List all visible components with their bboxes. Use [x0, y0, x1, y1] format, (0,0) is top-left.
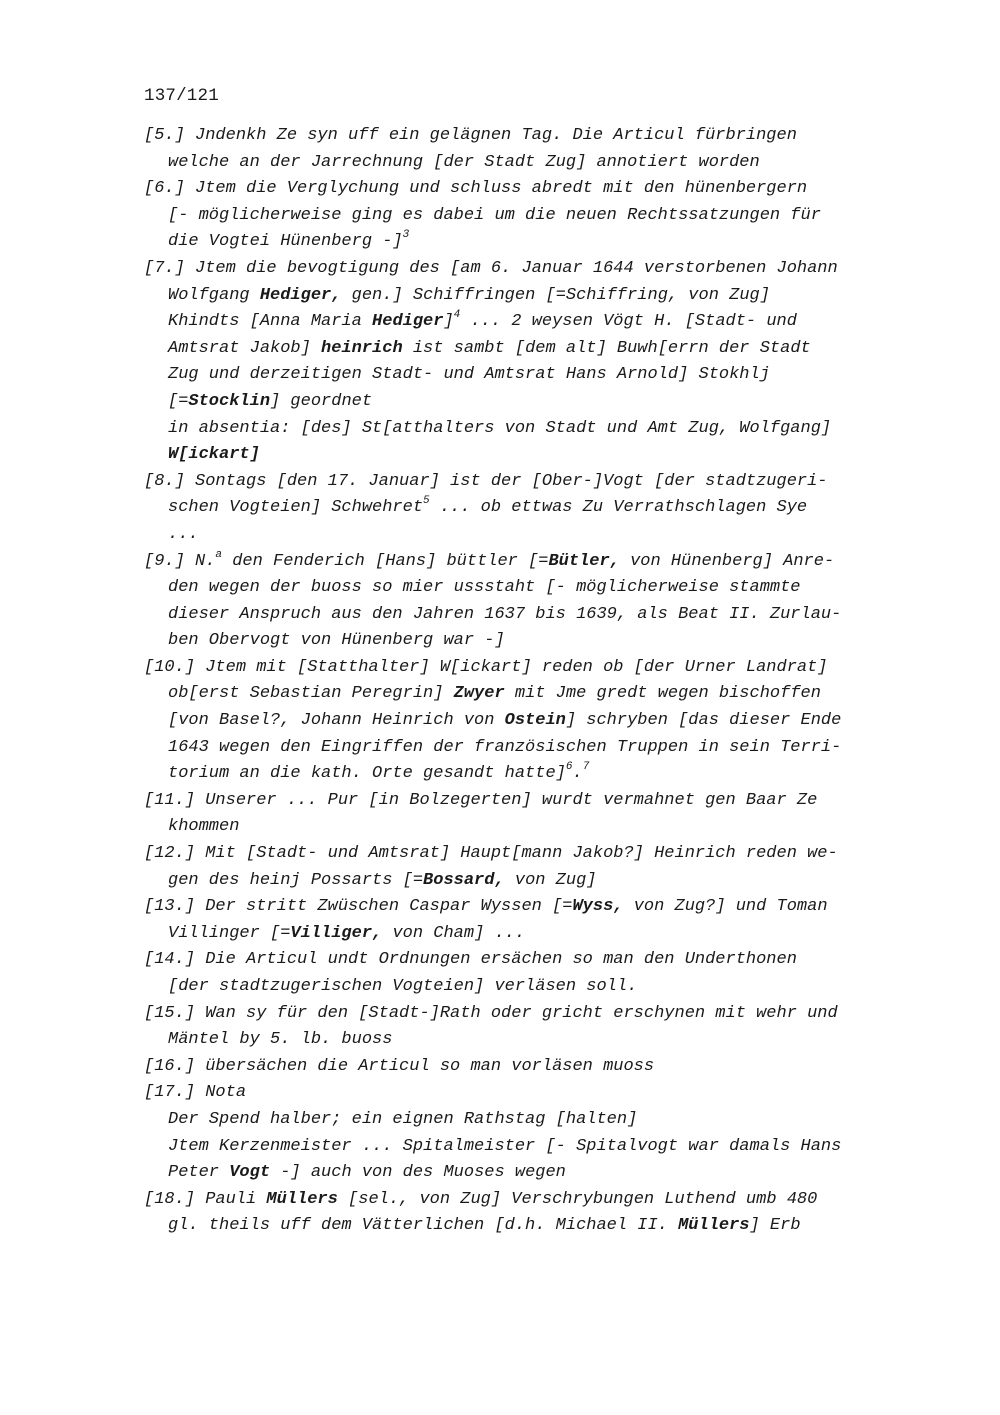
text-run: [6.] Jtem die Verglychung und schluss abredt mit den hünenbergern: [144, 179, 808, 199]
text-line: [144, 868, 914, 895]
text-line: [144, 788, 914, 815]
text-line: [144, 150, 914, 177]
text-run: [11.] Unserer ... Pur [in Bolzegerten] wurdt vermahnet gen Baar Ze: [144, 790, 818, 810]
text-run: [7.] Jtem die bevogtigung des [am 6. Januar 1644 verstorbenen Johann: [144, 258, 838, 278]
text-line: [144, 708, 914, 735]
footnote-marker: 5: [423, 495, 430, 508]
bold-name: Bossard,: [423, 870, 505, 890]
bold-name: Hediger: [372, 312, 444, 332]
text-run: Jtem Kerzenmeister ... Spitalmeister [- Spitalvogt war damals Hans: [168, 1136, 842, 1156]
text-line: [144, 814, 914, 841]
text-line: [144, 602, 914, 629]
text-line: [144, 549, 914, 576]
text-line: [144, 442, 914, 469]
text-line: [144, 575, 914, 602]
bold-name: Hediger,: [259, 285, 342, 305]
text-line: [144, 283, 914, 310]
text-line: [144, 1160, 914, 1187]
text-run: [17.] Nota: [144, 1083, 247, 1103]
text-line: [144, 256, 914, 283]
footnote-marker: 7: [582, 761, 590, 774]
bold-name: heinrich: [321, 338, 403, 358]
footnote-marker: a: [215, 548, 223, 561]
footnote-marker: 4: [453, 309, 461, 322]
bold-name: Zwyer: [453, 684, 505, 704]
text-run: von Zug]: [504, 870, 597, 890]
text-run: schen Vogteien] Schwehret: [168, 498, 424, 518]
text-run: [10.] Jtem mit [Statthalter] W[ickart] reden ob [der Urner Landrat]: [144, 657, 828, 677]
text-line: [144, 309, 914, 336]
text-run: ...: [168, 524, 199, 544]
text-line: [144, 655, 914, 682]
text-line: [144, 416, 914, 443]
text-run: [18.] Pauli: [144, 1189, 267, 1209]
bold-name: W[ickart]: [168, 445, 260, 465]
text-run: [5.] Jndenkh Ze syn uff ein gelägnen Tag. Die Articul fürbringen: [144, 126, 797, 145]
text-run: von Cham] ...: [382, 923, 526, 943]
text-run: 1643 wegen den Eingriffen der französischen Truppen in sein Terri-: [168, 737, 842, 757]
text-run: den wegen der buoss so mier ussstaht [- möglicherweise stammte: [168, 578, 801, 598]
document-body: [144, 123, 914, 1240]
text-line: [144, 176, 914, 203]
text-run: den Fenderich [Hans] büttler [=: [222, 551, 549, 571]
text-run: die Vogtei Hünenberg -]: [168, 232, 403, 252]
text-run: ] geordnet: [270, 391, 373, 411]
text-run: gen des heinj Possarts [=: [168, 870, 424, 890]
text-line: [144, 362, 914, 389]
text-line: [144, 1187, 914, 1214]
text-run: ... 2 weysen Vögt H. [Stadt- und: [460, 312, 797, 332]
text-run: ] schryben [das dieser Ende: [565, 711, 842, 731]
text-run: [13.] Der stritt Zwüschen Caspar Wyssen [=: [144, 897, 573, 917]
text-line: [144, 229, 914, 256]
text-run: -] auch von des Muoses wegen: [270, 1163, 566, 1183]
text-run: welche an der Jarrechnung [der Stadt Zug] annotiert worden: [168, 152, 760, 172]
text-line: [144, 681, 914, 708]
text-line: [144, 1107, 914, 1134]
text-run: [12.] Mit [Stadt- und Amtsrat] Haupt[mann Jakob?] Heinrich reden we-: [144, 844, 838, 864]
bold-name: Bütler,: [548, 551, 620, 571]
text-line: [144, 735, 914, 762]
text-run: ben Obervogt von Hünenberg war -]: [168, 631, 505, 651]
text-run: Der Spend halber; ein eignen Rathstag [halten]: [168, 1109, 638, 1129]
text-run: Villinger [=: [168, 923, 291, 943]
page-number: 137/121: [144, 86, 219, 106]
text-line: [144, 1027, 914, 1054]
text-run: [=: [168, 391, 189, 411]
footnote-marker: 6: [565, 761, 573, 774]
text-run: [von Basel?, Johann Heinrich von: [168, 711, 505, 731]
bold-name: Stocklin: [188, 391, 271, 411]
text-line: [144, 469, 914, 496]
text-run: [sel., von Zug] Verschrybungen Luthend umb 480: [337, 1189, 818, 1209]
text-run: von Zug?] und Toman: [623, 897, 828, 917]
text-run: Khindts [Anna Maria: [168, 312, 373, 332]
text-run: gen.] Schiffringen [=Schiffring, von Zug]: [341, 285, 770, 305]
text-run: Mäntel by 5. lb. buoss: [168, 1030, 393, 1050]
text-line: [144, 1001, 914, 1028]
text-line: [144, 841, 914, 868]
text-line: [144, 628, 914, 655]
text-line: [144, 1213, 914, 1240]
text-line: [144, 522, 914, 549]
text-line: [144, 761, 914, 788]
text-run: [14.] Die Articul undt Ordnungen ersächen so man den Underthonen: [144, 950, 797, 970]
text-line: [144, 203, 914, 230]
text-run: Zug und derzeitigen Stadt- und Amtsrat Hans Arnold] Stokhlj: [168, 365, 770, 385]
text-run: torium an die kath. Orte gesandt hatte]: [168, 764, 566, 784]
text-run: khommen: [168, 817, 240, 837]
text-run: von Hünenberg] Anre-: [619, 551, 835, 571]
text-run: [15.] Wan sy für den [Stadt-]Rath oder gricht erschynen mit wehr und: [144, 1003, 838, 1023]
bold-name: Müllers: [678, 1216, 750, 1236]
text-run: ob[erst Sebastian Peregrin]: [168, 684, 454, 704]
text-line: [144, 1134, 914, 1161]
footnote-marker: 3: [402, 229, 410, 242]
text-run: gl. theils uff dem Vätterlichen [d.h. Michael II.: [168, 1216, 679, 1236]
text-run: mit Jme gredt wegen bischoffen: [504, 684, 821, 704]
text-run: Wolfgang: [168, 285, 260, 305]
text-run: [- möglicherweise ging es dabei um die neuen Rechtssatzungen für: [168, 205, 821, 225]
text-line: [144, 123, 914, 150]
text-run: in absentia: [des] St[atthalters von Stadt und Amt Zug, Wolfgang]: [168, 418, 832, 438]
text-line: [144, 1054, 914, 1081]
text-run: Amtsrat Jakob]: [168, 338, 322, 358]
text-line: [144, 336, 914, 363]
bold-name: Müllers: [266, 1189, 338, 1209]
text-run: Peter: [168, 1163, 230, 1183]
text-line: [144, 921, 914, 948]
text-line: [144, 389, 914, 416]
text-run: ] Erb: [749, 1216, 801, 1236]
text-run: ... ob ettwas Zu Verrathschlagen Sye: [429, 498, 808, 518]
text-run: ]: [443, 312, 454, 332]
text-run: ist sambt [dem alt] Buwh[errn der Stadt: [402, 338, 811, 358]
text-line: [144, 495, 914, 522]
text-run: dieser Anspruch aus den Jahren 1637 bis 1639, als Beat II. Zurlau-: [168, 604, 842, 624]
bold-name: Ostein: [504, 711, 566, 731]
text-run: [9.] N.: [144, 551, 216, 571]
text-line: [144, 974, 914, 1001]
text-run: .: [572, 764, 583, 784]
text-run: [16.] übersächen die Articul so man vorläsen muoss: [144, 1056, 655, 1076]
bold-name: Wyss,: [572, 897, 624, 917]
bold-name: Vogt: [229, 1163, 271, 1183]
text-line: [144, 1080, 914, 1107]
text-line: [144, 947, 914, 974]
text-run: [8.] Sontags [den 17. Januar] ist der [Ober-]Vogt [der stadtzugeri-: [144, 471, 828, 491]
bold-name: Villiger,: [290, 923, 383, 943]
text-line: [144, 894, 914, 921]
text-run: [der stadtzugerischen Vogteien] verläsen soll.: [168, 977, 638, 996]
